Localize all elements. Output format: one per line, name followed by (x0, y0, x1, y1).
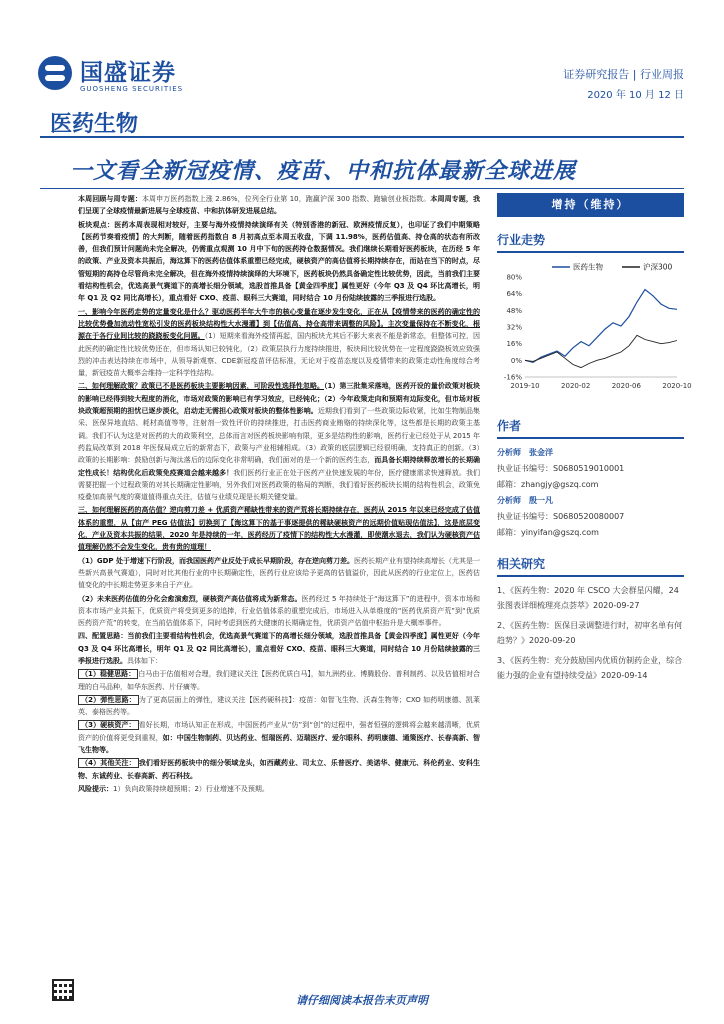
paragraph (78, 593, 480, 630)
y-tick-label: -16% (503, 373, 522, 382)
paragraph (78, 306, 480, 380)
paragraph (78, 555, 480, 592)
x-tick-label: 2020-06 (611, 382, 641, 390)
list-item-text: 白马由于估值相对合理，我们建议关注【医药优质白马】，如九洲药业、博腾股份、普利制药、以及估值相对合理的白马品种，如华东医药、片仔癀等。 (78, 670, 480, 691)
paragraph-text: 我们医药行业正在处于医药产业快速发展的年份，医疗健康需求快速释放。我们需要把握一个过程政策的对其长期确定性影响，另外我们对医药政策的格局的判断，我们看好医药板块长期的结构性机会，政策免疫叠加高景气度的赛道值得重点关注，估值与业绩兑现是长期关键变量。 (78, 468, 481, 502)
logo-subtext: GUOSHENG SECURITIES (80, 85, 184, 93)
paragraph-text: 行业估值体系的重塑完成后，市场进入从单维度的“医药优质资产荒”到“优质医药资产荒”的转变，在当前估值体系下，同时考虑到医药大健康的长期确定性，优质资产估值中枢抬升是大概率事件。 (78, 606, 480, 628)
analyst-role: 分析师 (497, 496, 521, 505)
paragraph (78, 630, 480, 667)
y-tick-label: 0% (510, 356, 522, 365)
paragraph-text: 2020 年是持续的一年，医药经历了疫情下的结构性大水漫灌，即使潮水退去，我们认为硬核资产估值理解仍然不会发生变化，贵有贵的道理！ (78, 531, 480, 552)
divider (40, 136, 684, 138)
list-item (78, 694, 480, 719)
analyst-email[interactable]: 邮箱：yinyifan@gszq.com (497, 528, 599, 537)
trend-chart (497, 259, 692, 394)
y-tick-label: 32% (506, 323, 522, 332)
y-tick-label: 64% (506, 290, 522, 299)
paragraph (78, 380, 480, 503)
series-line-1 (525, 335, 677, 367)
paragraph-text: 具体如下： (127, 656, 162, 665)
paragraph-text: 驱动医药半年大牛市的核心变量在逐步发生变化，正在从【疫情带来的医药的确定性的比较优势叠加流动性宽松引发的医药板块结构性大水漫灌】到【估值高、持仓高带来调整的风险】。主次变量保持在不断变化，根源在于各行业间比较的跷跷板变化问题。 (78, 307, 481, 341)
authors-heading: 作者 (497, 417, 684, 439)
paragraph-text: 医药经过 5 年持续处于“海这算下”的进程中，资本市场和资本市场产业共振下，优质资产将受到更多的追捧， (78, 594, 481, 615)
paragraph-text: 医药本周表现相对较好，主要与海外疫情持续演绎有关（特别香港的新冠、欧洲疫情反复），也印证了我们中期策略【医药节奏看疫情】的大判断，随着医药指数自 8 月初高点至本周五收盘，下调 11.98%，医药估值高、持仓高的状态有所改善，但我们预计问题尚未完全解决，仍需重点观测 10 月中下旬的医药持仓数据情况。我们继续长期看好医药板块，在历经 5 年的政策、产业及资本共振后，海这算下的医药估值体系重塑已经完成，硬核资产的高估值将长期持续存在，而站在当下的时点，尽管短期的高持仓尽管尚未完全解决，但在海外疫情持续演绎的大环境下，医药板块仍然具备确定性比较优势，因此，当前我们主要看结构性机会，优选高景气赛道下的高增长细分领域，选股首推具备【黄金四季度】属性更好（今年 Q3 及 Q4 环比高增长，明年 Q1 及 Q2 同比高增长），重点看好 CXO、疫苗、眼科三大赛道，同时结合 10 月份陆续披露的三季报进行选股。 (78, 220, 481, 303)
footer-disclaimer: 请仔细阅读本报告末页声明 (296, 994, 428, 1007)
paragraph-text: 而具备长期持续释放增长的长期确定性成长！结构优化后政策免疫赛道会越来越多！ (78, 456, 481, 477)
analyst-cert: 执业证书编号：S0680520080007 (497, 512, 625, 521)
legend-label: 医药生物 (573, 262, 603, 272)
list-item-label: （3）硬核资产： (78, 720, 139, 730)
sidebar (497, 193, 692, 688)
paragraph-text: 本周申万医药指数上涨 2.86%，位列全行业第 10，跑赢沪深 300 指数、跑输创业板指数。 (141, 195, 431, 203)
legend-label: 沪深300 (643, 262, 673, 272)
y-tick-label: 80% (506, 273, 522, 282)
list-item-text: 看好长期，市场认知正在形成，中国医药产业从“仿”到“创”的过程中，强者恒强的逻辑将会越来越清晰，优质资产的价值将更受到重视， (78, 721, 480, 742)
paragraph-text: 本周周专题，我们呈现了全球疫情最新进展与全球疫苗、中和抗体研发进展总结。 (78, 195, 481, 216)
logo-icon (38, 56, 72, 90)
paragraph (78, 219, 480, 305)
paragraph-lead: 板块观点： (78, 220, 115, 229)
list-item-label: （2）弹性思路： (78, 695, 139, 705)
paragraph-text: （3）政策的底层逻辑已经很明确，支持真正的创新。（3）政策的长期影响：鼓励创新与淘汰落后的边际变化非常明确，我们面对的是一个新的医药生态， (78, 443, 480, 465)
x-tick-label: 2020-10 (662, 382, 692, 390)
list-item-text: 如：中国生物制药、贝达药业、恒瑞医药、迈瑞医疗、爱尔眼科、药明康德、通策医疗、长春高新、智飞生物等。 (78, 733, 481, 755)
risk-note (78, 783, 480, 795)
list-item-label: （4）其他关注： (78, 758, 139, 768)
report-title: 一文看全新冠疫情、疫苗、中和抗体最新全球进展 (70, 159, 577, 184)
logo-text: 国盛证券 (80, 60, 176, 86)
risk-label: 风险提示： (78, 784, 113, 793)
paragraph-text: 医药长期产业有望持续高增长（尤其是一些新兴高景气赛道），同时对比其他行业的中长期确定性，医药行业应该给予更高的估值溢价，因此从医药的行业定位上，医药估值变化的中长期走势更多来自于产业。 (78, 556, 480, 590)
related-item[interactable]: 1、《医药生物：2020 年 CSCO 大会群星闪耀，24 张图表详细梳理亮点荟萃》2020-09-27 (497, 586, 679, 610)
report-body (78, 193, 480, 796)
paragraph-text: （1）第三批集采落地，医药开设的量价政策对板块的影响已经得到较大程度的消化，市场对政策的影响已有学习效应，已经钝化；（2）今年政策走向和预期有边际变化，但市场对板块政策超预期的担忧已逐步淡化，启动走无需担心政策对板块的整体性影响。 (78, 382, 480, 416)
list-item (78, 668, 480, 693)
trend-heading: 行业走势 (497, 231, 684, 253)
rating-badge: 增持（维持） (497, 193, 684, 217)
sector-title: 医药生物 (50, 112, 139, 137)
paragraph-lead: （1）GDP 处于增速下行阶段，而我国医药产业反处于成长早期阶段，存在逆向剪刀差。 (78, 556, 354, 565)
analyst-email[interactable]: 邮箱：zhangjy@gszq.com (497, 480, 599, 489)
report-type: 证券研究报告 | 行业周报 (563, 68, 684, 81)
analyst-cert: 执业证书编号：S0680519010001 (497, 464, 625, 473)
paragraph-text: （1）短期来看海外疫情再起，国内板块尤其后不影大来表不能是新常态，但整体可控，因此医药的确定性比较优势还在，但市场认知已较钝化，（2）政策层执行力度持续推进，板块间比较优势在一定程度跷跷板效应致强烈的冲击表达持续在市场中，从领导新观察、CDE新冠疫苗评估标准，无论对于疫苗态度以及疫情带来的政策走动性角度综合考量，新冠疫苗大概率会维持一定科学性结构。 (78, 332, 481, 378)
related-list (497, 583, 684, 683)
paragraph (78, 504, 480, 553)
risk-text: 1）负向政策持续超预期；2）行业增速不及预期。 (113, 784, 269, 793)
company-logo (38, 52, 208, 97)
section-heading: 三、如何理解医药的高估值？逆向剪刀差 + 优质资产稀缺性带来的资产荒将长期持续存在，医药从 2015 年以来已经完成了估值体系的重塑， (78, 506, 480, 527)
list-item (78, 757, 480, 782)
analyst-name-row (497, 493, 684, 509)
x-tick-label: 2019-10 (510, 382, 540, 390)
paragraph-lead: （2）未来医药估值的分化会愈演愈烈，硬核资产高估值将成为新常态。 (78, 594, 302, 603)
analyst-block (497, 445, 684, 541)
y-tick-label: 16% (506, 340, 522, 349)
series-line-0 (525, 290, 677, 363)
list-item-text: 为了更高层面上的弹性，建议关注【医药硬科技】：疫苗：如智飞生物、沃森生物等；CXO 如药明康德、凯莱英、泰格医药等。 (78, 695, 480, 717)
paragraph-lead: 四、配置思路： (78, 632, 128, 641)
related-heading: 相关研究 (497, 555, 684, 577)
list-item-label: （1）稳健思路： (78, 669, 138, 679)
paragraph-text: 当前我们主要看结构性机会，优选高景气赛道下的高增长细分领域，选股首推具备【黄金四季度】属性更好（今年 Q3 及 Q4 环比高增长，明年 Q1 及 Q2 同比高增长），重点看好 CXO、疫苗、眼科三大赛道，同时结合 10 月份陆续披露的三季报进行选股。 (78, 632, 480, 665)
chart-area (497, 253, 692, 403)
paragraph-text: 从【亩产 PEG 估值法】切换到了【海这算下的基于事逐提供的稀缺硬核资产的远期价值贴现估值法】，这是底层变化，产业及资本共振的结果， (78, 518, 481, 540)
divider (40, 188, 684, 189)
paragraph-text: 近期我们看到了一些政策边际收紧，比如生物制品集采、医保异地直结、耗材高值等等，注射剂一致性评价的持续推进，打击医药商业贿赂的持续深化等，这些都是长期的政策主基调。我们不认为这是对医药的大的政策利空，总体而言对医药板块影响有限，更多是结构性的影响，医药行业已经处于从 2015 年药监局改革到 2018 年医保局成立后的新常态下，政策与产业相辅相成。 (78, 407, 481, 452)
analyst-name-row (497, 445, 684, 461)
related-item[interactable]: 3、《医药生物：充分鼓励国内优质仿制药企业，综合能力强的企业有望持续受益》2020-09-14 (497, 656, 683, 680)
paragraph (78, 193, 480, 218)
x-tick-label: 2020-02 (561, 382, 591, 390)
analyst-role: 分析师 (497, 448, 521, 457)
list-item (78, 719, 480, 756)
y-tick-label: 48% (506, 306, 522, 315)
related-item[interactable]: 2、《医药生物：医保目录调整进行时，初审名单有何趋势？》2020-09-20 (497, 621, 683, 645)
section-heading: 一、影响今年医药走势的定量变化是什么？ (78, 307, 213, 316)
analyst-name: 殷一凡 (529, 496, 553, 505)
section-heading: 二、如何理解政策？政策已不是医药板块主要影响因素，可阶段性选择性忽略。 (78, 382, 324, 391)
analyst-name: 张金洋 (529, 448, 553, 457)
list-item-text: 我们看好医药板块中的细分领域龙头，如西藏药业、司太立、乐普医疗、美诺华、健康元、科伦药业、安科生物、东诚药业、长春高新、药石科技。 (78, 759, 480, 780)
report-date: 2020 年 10 月 12 日 (587, 90, 684, 101)
paragraph-lead: 本周回顾与周专题： (78, 195, 142, 203)
